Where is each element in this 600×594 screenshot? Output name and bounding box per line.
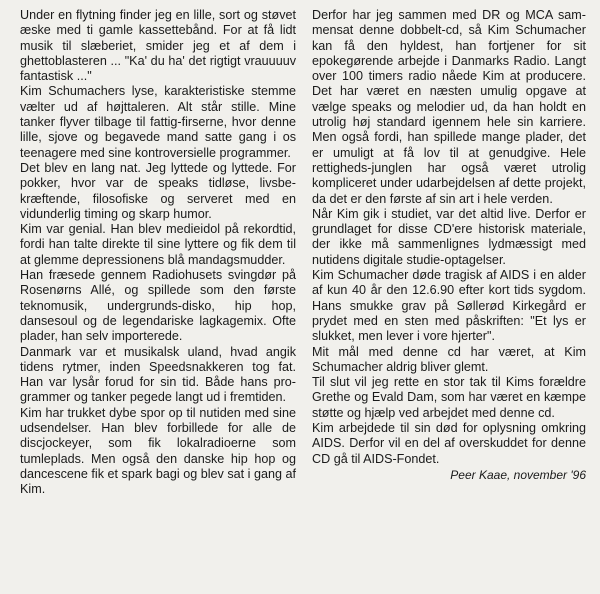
- paragraph: Kim var genial. Han blev medieidol på rekordtid, fordi han talte direkte til sine lyttere og fik dem til at glemme depressionens blå mandagsmudder.: [20, 222, 296, 267]
- right-column: [312, 8, 586, 483]
- paragraph: Når Kim gik i studiet, var det altid live. Derfor er grundlaget for disse CD'ere historisk materiale, der ikke må sammenlignes lydmæssigt med nutidens digitale studie-optagelser.: [312, 206, 586, 267]
- left-column: [20, 8, 296, 498]
- paragraph: Kim har trukket dybe spor op til nutiden med sine udsendelser. Han blev forbillede for alle de discjockeyer, som fik lokalradioerne som tumleplads. Men også den danske hip hop og dancescene fik et spark bagi og blev sat i gang af Kim.: [20, 405, 296, 497]
- signature: Peer Kaae, november '96: [450, 467, 586, 482]
- paragraph: Kim Schumacher døde tragisk af AIDS i en alder af kun 40 år den 12.6.90 efter kort tids sygdom. Hans smukke grav på Søllerød Kirkegård er prydet med en sten med påskriften: "Et lys er slukket, men lever i vore hjerter".: [312, 268, 586, 344]
- paragraph: Han fræsede gennem Radiohusets svingdør på Rosenørns Allé, og spillede som den første teknomusik, undergrunds-disko, hip hop, dansesoul og de legendariske lagkagemix. Ofte plader, han selv importerede.: [20, 268, 296, 344]
- paragraph: Derfor har jeg sammen med DR og MCA sammensat denne dobbelt-cd, så Kim Schumacher kan få den hyldest, han fortjener for sit epokegørende arbejde i Danmarks Radio. Langt over 100 timers radio nåede Kim at producere. Det har været en næsten umulig opgave at vælge speaks og melodier ud, da han holdt en utrolig høj standard igennem hele sin karriere. Men også fordi, han spillede mange plader, det er umuligt at få lov til at genudgive. Hele rettigheds-junglen har også været utrolig kompliceret under udarbejdelsen af dette projekt, da det er den første af sin art i hele verden.: [312, 8, 586, 206]
- paragraph: Kim Schumachers lyse, karakteristiske stemme vælter ud af højttaleren. Alt står stille. Mine tanker flyver tilbage til fattig-firserne, hvor denne lille, sjove og begavede mand satte gang i os teenagere med sine kontroversielle programmer.: [20, 84, 296, 160]
- paragraph: Kim arbejdede til sin død for oplysning omkring AIDS. Derfor vil en del af overskuddet for denne CD gå til AIDS-Fondet.: [312, 421, 586, 466]
- paragraph: Til slut vil jeg rette en stor tak til Kims forældre Grethe og Evald Dam, som har været en kæmpe støtte og hjælp ved arbejdet med denne cd.: [312, 375, 586, 420]
- paragraph: Danmark var et musikalsk uland, hvad angik tidens rytmer, inden Speedsnakkeren tog fat. Han var lysår forud for sin tid. Både hans programmer og tanker pegede langt ud i fremtiden.: [20, 344, 296, 405]
- paragraph: Det blev en lang nat. Jeg lyttede og lyttede. For pokker, hvor var de speaks tidløse, livsbekræftende, filosofiske og serveret med en vidunderlig timing og skarp humor.: [20, 160, 296, 221]
- paragraph: Mit mål med denne cd har været, at Kim Schumacher aldrig bliver glemt.: [312, 344, 586, 374]
- paragraph: Under en flytning finder jeg en lille, sort og støvet æske med ti gamle kassettebånd. For at få lidt musik til slæberiet, smider jeg et af dem i ghettoblasteren ... "Ka' du ha' det rigtigt vrauuuuv fantastisk ...": [20, 8, 296, 84]
